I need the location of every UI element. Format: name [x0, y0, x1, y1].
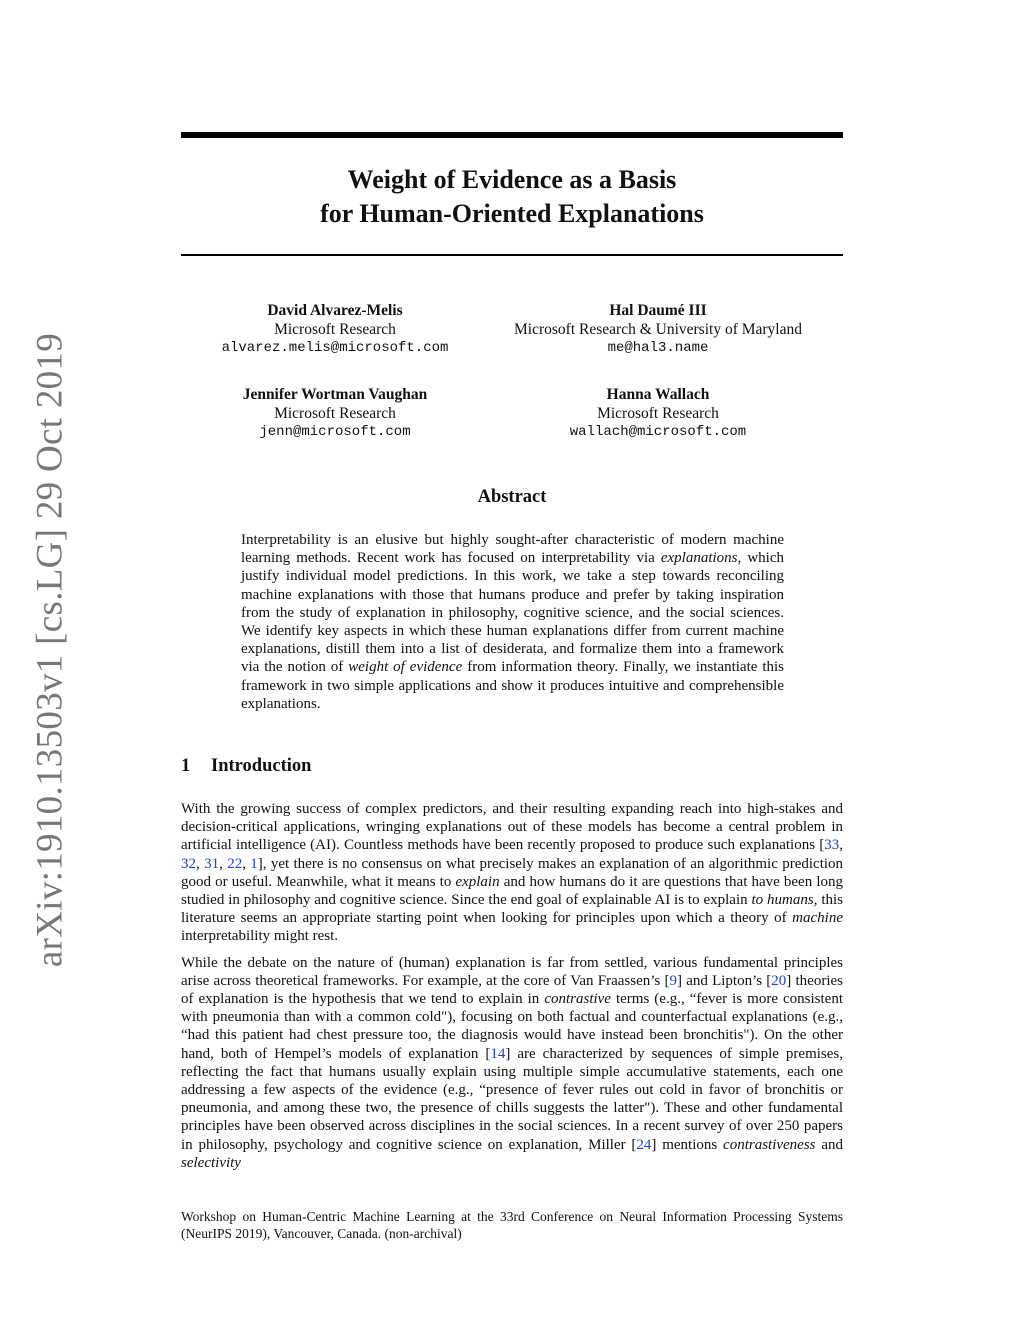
- author-email[interactable]: wallach@microsoft.com: [569, 424, 747, 440]
- author-name: Jennifer Wortman Vaughan: [242, 386, 428, 403]
- author-email[interactable]: me@hal3.name: [607, 340, 709, 356]
- arxiv-identifier-stamp: arXiv:1910.13503v1 [cs.LG] 29 Oct 2019: [29, 332, 71, 968]
- citation-link[interactable]: 1: [250, 855, 258, 872]
- author-block-1: [185, 301, 485, 358]
- author-affiliation: Microsoft Research & University of Maryland: [514, 321, 802, 338]
- citation-link[interactable]: 14: [490, 1045, 506, 1062]
- introduction-body: [181, 800, 843, 1180]
- author-affiliation: Microsoft Research: [597, 405, 719, 422]
- author-block-3: [185, 385, 485, 442]
- abstract-text: Interpretability is an elusive but highly sought-after characteristic of modern machine learning methods. Recent work has focused on interpretability via explanations, which justify individual model predictions. In this work, we take a step towards reconciling machine explanations with those that humans produce and prefer by taking inspiration from the study of explanation in philosophy, cognitive science, and the social sciences. We identify key aspects in which these human explanations differ from current machine explanations, distill them into a list of desiderata, and formalize them into a framework via the notion of weight of evidence from information theory. Finally, we instantiate this framework in two simple applications and show it produces intuitive and comprehensible explanations.: [241, 532, 785, 712]
- abstract-heading: Abstract: [477, 487, 547, 507]
- author-affiliation: Microsoft Research: [274, 405, 396, 422]
- author-affiliation: Microsoft Research: [274, 321, 396, 338]
- citation-link[interactable]: 9: [669, 972, 677, 989]
- author-name: Hal Daumé III: [609, 302, 707, 319]
- author-email[interactable]: alvarez.melis@microsoft.com: [221, 340, 449, 356]
- citation-link[interactable]: 22: [227, 855, 243, 872]
- section-title: Introduction: [211, 756, 312, 776]
- author-block-4: [478, 385, 838, 442]
- title-line-1: Weight of Evidence as a Basis: [347, 165, 677, 194]
- intro-paragraph-1: With the growing success of complex predictors, and their resulting expanding reach into high-stakes and decision-critical applications, wringing explanations out of these models has become a central problem in artificial intelligence (AI). Countless methods have been recently proposed to produce such explanations [33, 32, 31, 22, 1], yet there is no consensus on what precisely makes an explanation of an algorithmic prediction good or useful. Meanwhile, what it means to explain and how humans do it are questions that have been long studied in philosophy and cognitive science. Since the end goal of explainable AI is to explain to humans, this literature seems an appropriate starting point when looking for principles upon which a theory of machine interpretability might rest.: [181, 801, 844, 945]
- intro-paragraph-2: While the debate on the nature of (human) explanation is far from settled, various fundamental principles arise across theoretical frameworks. For example, at the core of Van Fraassen’s [9] and Lipton’s [20] theories of explanation is the hypothesis that we tend to explain in contrastive terms (e.g., “fever is more consistent with pneumonia than with a common cold"), focusing on both factual and counterfactual explanations (e.g., “had this patient had chest pressure too, the diagnosis would have instead been bronchitis"). On the other hand, both of Hempel’s models of explanation [14] are characterized by sequences of simple premises, reflecting the fact that humans usually explain using multiple simple accumulative statements, each one addressing a few aspects of the evidence (e.g., “presence of fever rules out cold in favor of bronchitis or pneumonia, and among these two, the presence of chills suggests the latter"). These and other fundamental principles have been observed across disciplines in the social sciences. In a recent survey of over 250 papers in philosophy, psychology and cognitive science on explanation, Miller [24] mentions contrastiveness and selectivity: [181, 954, 844, 1171]
- title-line-2: for Human-Oriented Explanations: [320, 199, 704, 228]
- citation-link[interactable]: 32: [181, 855, 196, 872]
- citation-link[interactable]: 24: [636, 1136, 652, 1153]
- conference-footnote: Workshop on Human-Centric Machine Learning at the 33rd Conference on Neural Information Processing Systems (NeurIPS 2019), Vancouver, Canada. (non-archival): [181, 1209, 843, 1241]
- title-bottom-rule: [181, 254, 843, 256]
- paper-title: [181, 163, 843, 231]
- author-email[interactable]: jenn@microsoft.com: [259, 424, 411, 440]
- title-top-rule: [181, 132, 843, 138]
- citation-link[interactable]: 31: [204, 855, 220, 872]
- section-number: 1: [181, 756, 191, 776]
- author-block-2: [478, 301, 838, 358]
- section-heading-introduction: [181, 756, 311, 777]
- author-name: Hanna Wallach: [606, 386, 710, 403]
- citation-link[interactable]: 33: [824, 837, 840, 854]
- citation-link[interactable]: 20: [771, 972, 787, 989]
- author-name: David Alvarez-Melis: [267, 302, 403, 319]
